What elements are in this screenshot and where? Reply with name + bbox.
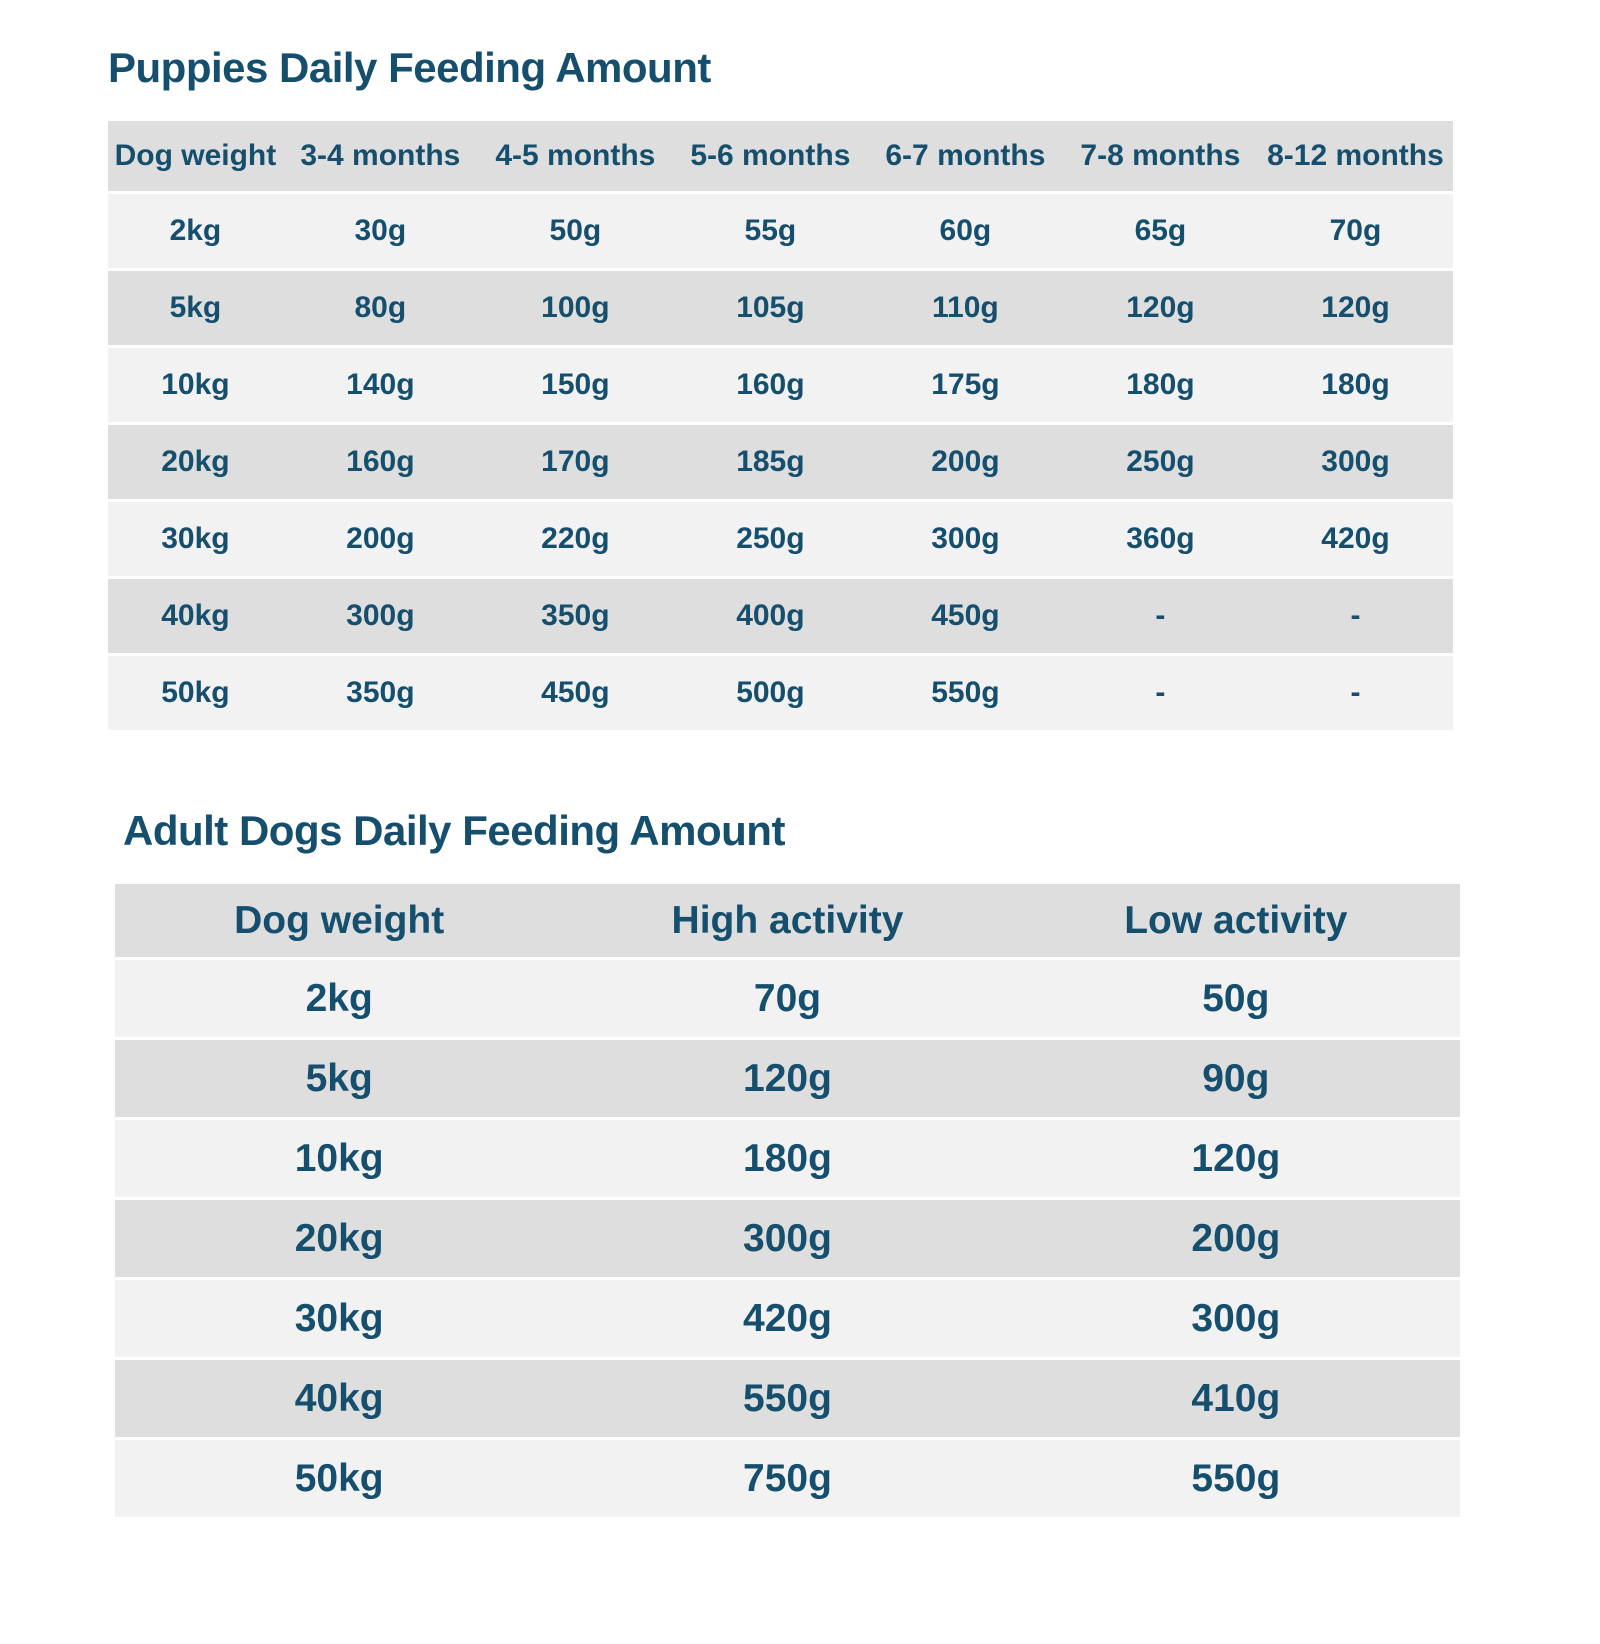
table-cell: 50kg [108, 656, 283, 730]
table-cell: 550g [868, 656, 1063, 730]
adult-feeding-section [115, 807, 1460, 1520]
table-cell: 170g [478, 425, 673, 499]
table-cell: 420g [1258, 502, 1453, 576]
table-cell: 200g [1012, 1200, 1460, 1277]
table-cell: 20kg [108, 425, 283, 499]
table-cell: - [1063, 656, 1258, 730]
table-cell: 105g [673, 271, 868, 345]
table-cell: 55g [673, 194, 868, 268]
table-cell: 500g [673, 656, 868, 730]
table-cell: 10kg [108, 348, 283, 422]
column-header: 3-4 months [283, 121, 478, 191]
table-cell: 180g [1258, 348, 1453, 422]
column-header: 7-8 months [1063, 121, 1258, 191]
table-row [108, 656, 1453, 730]
table-row [115, 1280, 1460, 1357]
header-row [108, 121, 1453, 191]
table-cell: 180g [563, 1120, 1011, 1197]
table-cell: 100g [478, 271, 673, 345]
table-row [115, 1440, 1460, 1517]
table-cell: 65g [1063, 194, 1258, 268]
table-cell: 120g [1012, 1120, 1460, 1197]
table-row [115, 960, 1460, 1037]
table-cell: 70g [563, 960, 1011, 1037]
table-cell: - [1258, 579, 1453, 653]
table-cell: 50kg [115, 1440, 563, 1517]
column-header: High activity [563, 884, 1011, 957]
table-cell: 20kg [115, 1200, 563, 1277]
table-cell: 80g [283, 271, 478, 345]
table-cell: 140g [283, 348, 478, 422]
table-row [115, 1120, 1460, 1197]
table-cell: 400g [673, 579, 868, 653]
column-header: Dog weight [108, 121, 283, 191]
table-cell: 350g [283, 656, 478, 730]
table-cell: 150g [478, 348, 673, 422]
column-header: 5-6 months [673, 121, 868, 191]
table-cell: 250g [1063, 425, 1258, 499]
table-cell: 220g [478, 502, 673, 576]
table-cell: 2kg [115, 960, 563, 1037]
table-cell: 185g [673, 425, 868, 499]
table-cell: 350g [478, 579, 673, 653]
table-cell: 120g [1258, 271, 1453, 345]
table-cell: 160g [283, 425, 478, 499]
table-cell: 110g [868, 271, 1063, 345]
table-cell: 300g [1012, 1280, 1460, 1357]
table-cell: 70g [1258, 194, 1453, 268]
column-header: 6-7 months [868, 121, 1063, 191]
table-cell: 90g [1012, 1040, 1460, 1117]
column-header: 4-5 months [478, 121, 673, 191]
column-header: Low activity [1012, 884, 1460, 957]
puppies-feeding-section [108, 44, 1453, 733]
table-cell: 40kg [115, 1360, 563, 1437]
table-row [115, 1200, 1460, 1277]
table-row [115, 1360, 1460, 1437]
table-cell: 180g [1063, 348, 1258, 422]
table-cell: 200g [283, 502, 478, 576]
table-cell: 750g [563, 1440, 1011, 1517]
table-cell: 10kg [115, 1120, 563, 1197]
table-cell: 450g [478, 656, 673, 730]
table-row [108, 425, 1453, 499]
column-header: Dog weight [115, 884, 563, 957]
table-cell: 300g [1258, 425, 1453, 499]
table-row [108, 194, 1453, 268]
puppies-table-title: Puppies Daily Feeding Amount [108, 44, 711, 91]
table-cell: - [1063, 579, 1258, 653]
table-cell: 250g [673, 502, 868, 576]
table-cell: 30g [283, 194, 478, 268]
table-cell: 550g [1012, 1440, 1460, 1517]
table-cell: 5kg [115, 1040, 563, 1117]
table-cell: - [1258, 656, 1453, 730]
table-cell: 360g [1063, 502, 1258, 576]
table-cell: 550g [563, 1360, 1011, 1437]
table-row [108, 271, 1453, 345]
table-cell: 2kg [108, 194, 283, 268]
table-cell: 300g [563, 1200, 1011, 1277]
table-cell: 30kg [108, 502, 283, 576]
table-cell: 420g [563, 1280, 1011, 1357]
table-cell: 300g [283, 579, 478, 653]
table-row [108, 502, 1453, 576]
table-cell: 60g [868, 194, 1063, 268]
column-header: 8-12 months [1258, 121, 1453, 191]
adult-feeding-table [115, 881, 1460, 1520]
adult-table-title: Adult Dogs Daily Feeding Amount [123, 807, 785, 854]
table-cell: 120g [563, 1040, 1011, 1117]
table-cell: 200g [868, 425, 1063, 499]
table-cell: 120g [1063, 271, 1258, 345]
table-cell: 410g [1012, 1360, 1460, 1437]
table-row [108, 579, 1453, 653]
table-cell: 160g [673, 348, 868, 422]
table-cell: 175g [868, 348, 1063, 422]
table-cell: 5kg [108, 271, 283, 345]
table-cell: 450g [868, 579, 1063, 653]
table-row [115, 1040, 1460, 1117]
table-cell: 300g [868, 502, 1063, 576]
table-row [108, 348, 1453, 422]
table-cell: 30kg [115, 1280, 563, 1357]
puppies-feeding-table [108, 118, 1453, 733]
table-cell: 40kg [108, 579, 283, 653]
table-cell: 50g [1012, 960, 1460, 1037]
table-cell: 50g [478, 194, 673, 268]
header-row [115, 884, 1460, 957]
